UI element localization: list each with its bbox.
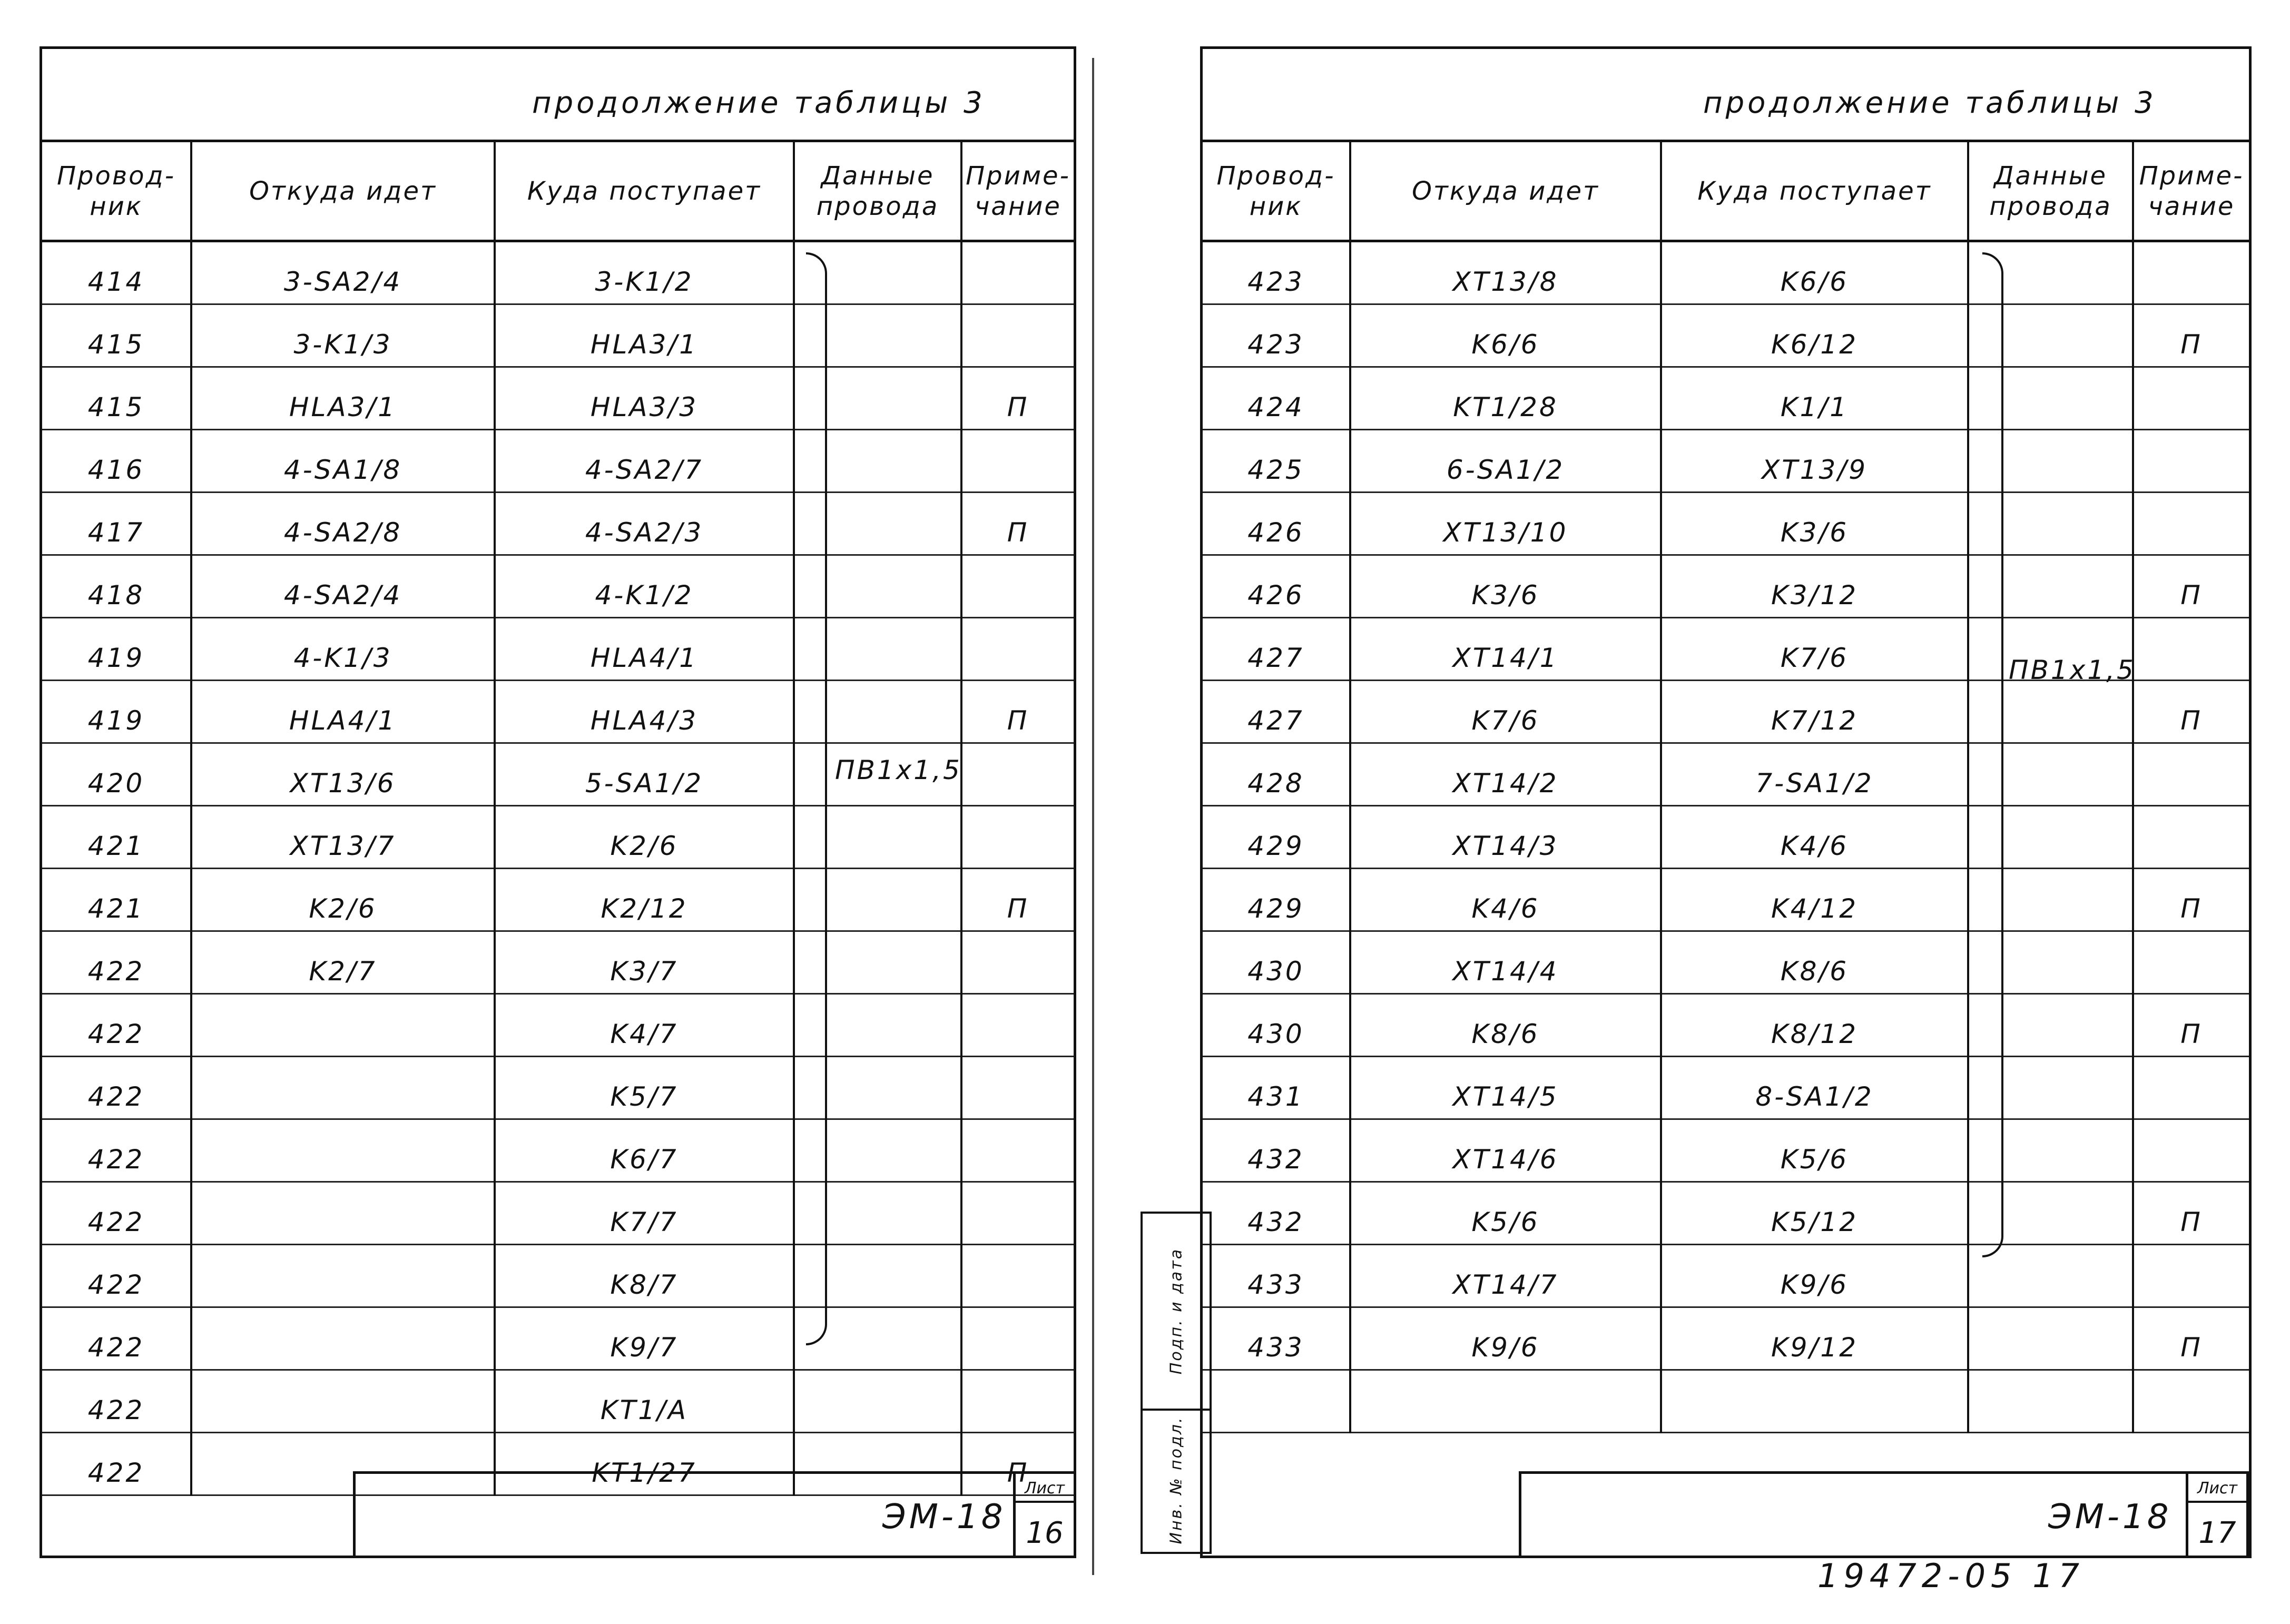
title-block <box>1519 1471 2249 1558</box>
wire-number-cell: 415 <box>42 367 191 430</box>
sheet-label: Лист <box>1016 1479 1074 1503</box>
note-cell: П <box>2133 869 2249 931</box>
from-cell: XT14/1 <box>1350 618 1661 681</box>
wire-number-cell: 422 <box>42 1119 191 1182</box>
note-cell <box>961 1182 1074 1245</box>
table-row <box>42 994 1074 1057</box>
table-row <box>1203 869 2249 931</box>
from-cell: 6-SA1/2 <box>1350 430 1661 493</box>
header-to: Куда поступает <box>1661 142 1968 241</box>
wire-number-cell: 422 <box>42 1307 191 1370</box>
header-to: Куда поступает <box>495 142 794 241</box>
wire-number-cell: 422 <box>42 1057 191 1119</box>
from-cell: K8/6 <box>1350 994 1661 1057</box>
to-cell: HLA4/3 <box>495 681 794 743</box>
table-row <box>42 241 1074 304</box>
wire-number-cell: 430 <box>1203 994 1350 1057</box>
wire-data-cell <box>1968 1307 2133 1370</box>
to-cell: HLA3/1 <box>495 304 794 367</box>
note-cell <box>2133 241 2249 304</box>
wire-number-cell: 433 <box>1203 1307 1350 1370</box>
to-cell <box>1661 1370 1968 1433</box>
wire-number-cell: 416 <box>42 430 191 493</box>
to-cell: K9/7 <box>495 1307 794 1370</box>
to-cell: K7/7 <box>495 1182 794 1245</box>
to-cell: K5/12 <box>1661 1182 1968 1245</box>
from-cell: XT14/6 <box>1350 1119 1661 1182</box>
wire-number-cell: 432 <box>1203 1119 1350 1182</box>
note-cell: П <box>961 681 1074 743</box>
to-cell: K6/7 <box>495 1119 794 1182</box>
to-cell: K3/12 <box>1661 555 1968 618</box>
note-cell <box>961 1245 1074 1307</box>
note-cell: П <box>961 1433 1074 1495</box>
note-cell <box>2133 1245 2249 1307</box>
from-cell: K2/7 <box>191 931 495 994</box>
wire-number-cell: 419 <box>42 681 191 743</box>
from-cell: XT14/3 <box>1350 806 1661 869</box>
table-row <box>42 555 1074 618</box>
table-row <box>1203 430 2249 493</box>
from-cell: XT14/7 <box>1350 1245 1661 1307</box>
from-cell: XT14/4 <box>1350 931 1661 994</box>
sign-date-label: Подп. и дата <box>1167 1247 1185 1375</box>
note-cell: П <box>961 869 1074 931</box>
to-cell: HLA4/1 <box>495 618 794 681</box>
table-row <box>1203 1182 2249 1245</box>
side-approval-strip <box>1141 1212 1212 1554</box>
note-cell <box>2133 743 2249 806</box>
from-cell <box>191 1370 495 1433</box>
note-cell <box>2133 618 2249 681</box>
note-cell <box>961 743 1074 806</box>
header-wire-data: Данные провода <box>1968 142 2133 241</box>
note-cell <box>2133 1119 2249 1182</box>
from-cell: HLA3/1 <box>191 367 495 430</box>
note-cell <box>961 304 1074 367</box>
from-cell: XT13/10 <box>1350 493 1661 555</box>
table-row <box>1203 681 2249 743</box>
table-row <box>1203 931 2249 994</box>
wire-number-cell: 422 <box>42 931 191 994</box>
table-row <box>1203 994 2249 1057</box>
note-cell: П <box>2133 994 2249 1057</box>
from-cell <box>191 994 495 1057</box>
wire-number-cell: 415 <box>42 304 191 367</box>
wire-number-cell: 430 <box>1203 931 1350 994</box>
table-row <box>42 1119 1074 1182</box>
header-from: Откуда идет <box>191 142 495 241</box>
table-row <box>42 430 1074 493</box>
page-divider <box>1092 58 1094 1575</box>
sheet-number-cell <box>2186 1474 2246 1556</box>
to-cell: HLA3/3 <box>495 367 794 430</box>
note-cell <box>2133 1370 2249 1433</box>
from-cell: XT14/2 <box>1350 743 1661 806</box>
to-cell: K8/7 <box>495 1245 794 1307</box>
table-row <box>1203 1307 2249 1370</box>
to-cell: K9/6 <box>1661 1245 1968 1307</box>
wire-data-value: ПВ1x1,5 <box>835 755 962 785</box>
wire-data-brace <box>1982 252 2003 1257</box>
wire-data-value: ПВ1x1,5 <box>2009 655 2136 685</box>
wire-number-cell: 422 <box>42 1182 191 1245</box>
wire-number-cell: 423 <box>1203 241 1350 304</box>
document-number: 19472-05 17 <box>1817 1557 2085 1595</box>
note-cell: П <box>2133 681 2249 743</box>
from-cell: 3-K1/3 <box>191 304 495 367</box>
to-cell: K8/12 <box>1661 994 1968 1057</box>
wire-number-cell: 431 <box>1203 1057 1350 1119</box>
table-row <box>42 1057 1074 1119</box>
header-note: Приме- чание <box>961 142 1074 241</box>
from-cell: 4-SA2/4 <box>191 555 495 618</box>
wire-number-cell: 423 <box>1203 304 1350 367</box>
to-cell: 8-SA1/2 <box>1661 1057 1968 1119</box>
note-cell: П <box>2133 1182 2249 1245</box>
title-block <box>353 1471 1076 1558</box>
inv-no-label: Инв. № подл. <box>1167 1416 1185 1544</box>
sheet-16 <box>40 46 1076 1558</box>
note-cell <box>961 618 1074 681</box>
from-cell: 4-SA1/8 <box>191 430 495 493</box>
to-cell: XT13/9 <box>1661 430 1968 493</box>
sheet-number: 17 <box>2198 1516 2236 1550</box>
sheet-number: 16 <box>1026 1516 1064 1550</box>
from-cell: K4/6 <box>1350 869 1661 931</box>
note-cell: П <box>2133 1307 2249 1370</box>
continuation-title: продолжение таблицы 3 <box>1703 86 2157 120</box>
wire-data-cell <box>794 1370 961 1433</box>
table-row <box>1203 1057 2249 1119</box>
header-row <box>1203 142 2249 241</box>
table-body <box>1203 241 2249 1433</box>
wire-number-cell: 422 <box>42 1370 191 1433</box>
table-row <box>42 681 1074 743</box>
to-cell: 4-K1/2 <box>495 555 794 618</box>
wire-number-cell: 428 <box>1203 743 1350 806</box>
wire-number-cell: 427 <box>1203 681 1350 743</box>
to-cell: 4-SA2/7 <box>495 430 794 493</box>
from-cell: XT13/6 <box>191 743 495 806</box>
note-cell <box>961 241 1074 304</box>
note-cell <box>961 430 1074 493</box>
note-cell <box>2133 931 2249 994</box>
to-cell: K6/12 <box>1661 304 1968 367</box>
sheet-label: Лист <box>2188 1479 2246 1503</box>
wire-number-cell: 414 <box>42 241 191 304</box>
wire-number-cell: 425 <box>1203 430 1350 493</box>
table-row <box>42 618 1074 681</box>
sheet-number-cell <box>1013 1474 1074 1556</box>
wire-number-cell: 420 <box>42 743 191 806</box>
wire-number-cell: 417 <box>42 493 191 555</box>
from-cell: K6/6 <box>1350 304 1661 367</box>
header-wire: Провод- ник <box>1203 142 1350 241</box>
wire-number-cell: 422 <box>42 994 191 1057</box>
sheet-17 <box>1200 46 2252 1558</box>
note-cell <box>2133 1057 2249 1119</box>
note-cell <box>961 994 1074 1057</box>
wire-number-cell: 418 <box>42 555 191 618</box>
table-row <box>1203 555 2249 618</box>
to-cell: K5/7 <box>495 1057 794 1119</box>
document-code: ЭМ-18 <box>882 1498 1006 1537</box>
note-cell: П <box>2133 555 2249 618</box>
from-cell: XT13/8 <box>1350 241 1661 304</box>
wire-data-cell <box>1968 1370 2133 1433</box>
wire-table <box>42 142 1074 1496</box>
to-cell: 7-SA1/2 <box>1661 743 1968 806</box>
wire-number-cell: 427 <box>1203 618 1350 681</box>
note-cell <box>961 1370 1074 1433</box>
to-cell: KT1/27 <box>495 1433 794 1495</box>
note-cell <box>961 555 1074 618</box>
note-cell: П <box>961 367 1074 430</box>
from-cell: XT13/7 <box>191 806 495 869</box>
wire-number-cell: 421 <box>42 806 191 869</box>
to-cell: K5/6 <box>1661 1119 1968 1182</box>
header-row <box>42 142 1074 241</box>
from-cell: K2/6 <box>191 869 495 931</box>
to-cell: K3/6 <box>1661 493 1968 555</box>
from-cell: XT14/5 <box>1350 1057 1661 1119</box>
to-cell: K9/12 <box>1661 1307 1968 1370</box>
note-cell <box>961 806 1074 869</box>
header-wire-data: Данные провода <box>794 142 961 241</box>
to-cell: KT1/A <box>495 1370 794 1433</box>
header-wire: Провод- ник <box>42 142 191 241</box>
from-cell <box>191 1307 495 1370</box>
from-cell: K7/6 <box>1350 681 1661 743</box>
from-cell <box>191 1182 495 1245</box>
from-cell: 4-K1/3 <box>191 618 495 681</box>
wire-number-cell: 422 <box>42 1433 191 1495</box>
table-row <box>1203 806 2249 869</box>
note-cell <box>2133 367 2249 430</box>
header-note: Приме- чание <box>2133 142 2249 241</box>
from-cell: K9/6 <box>1350 1307 1661 1370</box>
table-row <box>42 493 1074 555</box>
wire-number-cell: 424 <box>1203 367 1350 430</box>
note-cell <box>2133 430 2249 493</box>
to-cell: K3/7 <box>495 931 794 994</box>
to-cell: K4/12 <box>1661 869 1968 931</box>
note-cell: П <box>2133 304 2249 367</box>
from-cell: KT1/28 <box>1350 367 1661 430</box>
table-row <box>42 1370 1074 1433</box>
from-cell <box>191 1057 495 1119</box>
from-cell: 4-SA2/8 <box>191 493 495 555</box>
document-code: ЭМ-18 <box>2048 1498 2172 1537</box>
table-row <box>1203 1119 2249 1182</box>
table-row <box>1203 367 2249 430</box>
wire-number-cell <box>1203 1370 1350 1433</box>
to-cell: 3-K1/2 <box>495 241 794 304</box>
table-body <box>42 241 1074 1495</box>
table-row <box>1203 241 2249 304</box>
wire-number-cell: 429 <box>1203 869 1350 931</box>
from-cell: K5/6 <box>1350 1182 1661 1245</box>
to-cell: K2/6 <box>495 806 794 869</box>
note-cell <box>2133 493 2249 555</box>
note-cell: П <box>961 493 1074 555</box>
table-row <box>1203 304 2249 367</box>
to-cell: K4/6 <box>1661 806 1968 869</box>
note-cell <box>961 1119 1074 1182</box>
note-cell <box>961 1307 1074 1370</box>
table-row <box>42 1245 1074 1307</box>
note-cell <box>2133 806 2249 869</box>
wire-number-cell: 422 <box>42 1245 191 1307</box>
from-cell <box>191 1245 495 1307</box>
wire-data-brace <box>806 252 827 1345</box>
header-from: Откуда идет <box>1350 142 1661 241</box>
to-cell: K8/6 <box>1661 931 1968 994</box>
to-cell: K6/6 <box>1661 241 1968 304</box>
from-cell: K3/6 <box>1350 555 1661 618</box>
sign-date-cell <box>1143 1214 1210 1411</box>
to-cell: K2/12 <box>495 869 794 931</box>
wire-number-cell: 426 <box>1203 555 1350 618</box>
note-cell <box>961 1057 1074 1119</box>
wire-table <box>1203 142 2249 1433</box>
continuation-title: продолжение таблицы 3 <box>532 86 986 120</box>
table-row <box>42 367 1074 430</box>
wire-number-cell: 433 <box>1203 1245 1350 1307</box>
table-row <box>42 869 1074 931</box>
wire-number-cell: 421 <box>42 869 191 931</box>
inv-no-cell <box>1143 1409 1210 1552</box>
wire-number-cell: 419 <box>42 618 191 681</box>
table-row <box>42 304 1074 367</box>
table-row <box>42 1182 1074 1245</box>
from-cell <box>1350 1370 1661 1433</box>
to-cell: K7/12 <box>1661 681 1968 743</box>
note-cell <box>961 931 1074 994</box>
table-row <box>1203 493 2249 555</box>
to-cell: K7/6 <box>1661 618 1968 681</box>
from-cell <box>191 1119 495 1182</box>
to-cell: K1/1 <box>1661 367 1968 430</box>
from-cell: 3-SA2/4 <box>191 241 495 304</box>
table-row <box>42 1307 1074 1370</box>
from-cell: HLA4/1 <box>191 681 495 743</box>
table-row <box>42 931 1074 994</box>
to-cell: 4-SA2/3 <box>495 493 794 555</box>
to-cell: 5-SA1/2 <box>495 743 794 806</box>
to-cell: K4/7 <box>495 994 794 1057</box>
wire-number-cell: 432 <box>1203 1182 1350 1245</box>
table-row <box>1203 1370 2249 1433</box>
wire-number-cell: 429 <box>1203 806 1350 869</box>
table-row <box>42 806 1074 869</box>
table-row <box>1203 1245 2249 1307</box>
table-row <box>1203 743 2249 806</box>
wire-number-cell: 426 <box>1203 493 1350 555</box>
